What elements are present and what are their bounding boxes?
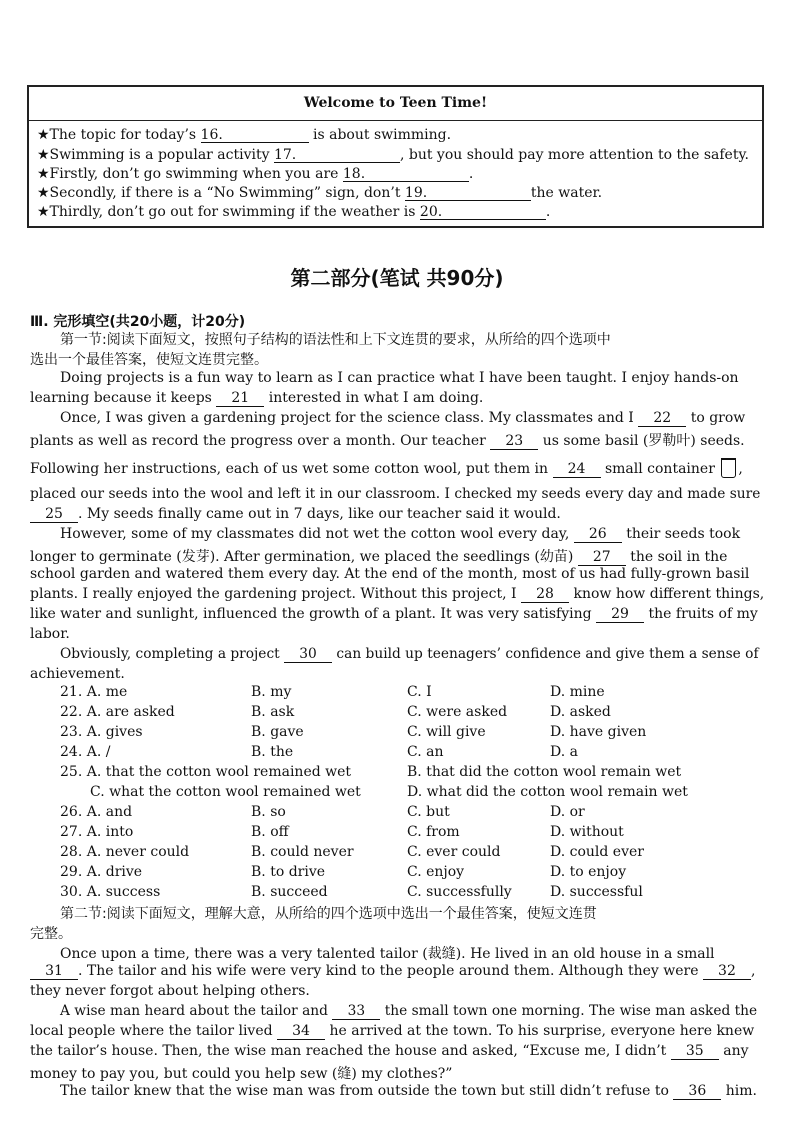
option-30c[interactable]: C. successfully	[407, 884, 512, 900]
blank-34[interactable]: 34	[277, 1023, 325, 1040]
blank-36[interactable]: 36	[673, 1083, 721, 1100]
option-27c[interactable]: C. from	[407, 824, 460, 840]
passage1-line: plants as well as record the progress over a month. Our teacher 23 us some basil (罗勒叶) seeds.	[30, 433, 745, 449]
option-23d[interactable]: D. have given	[550, 724, 647, 740]
option-26b[interactable]: B. so	[251, 804, 286, 820]
option-24a[interactable]: 24. A. /	[60, 744, 111, 760]
answer-blank-19[interactable]: 19.	[405, 185, 531, 201]
blank-33[interactable]: 33	[332, 1003, 380, 1020]
blank-30[interactable]: 30	[284, 646, 332, 663]
box-title: Welcome to Teen Time!	[29, 87, 762, 121]
blank-31[interactable]: 31	[30, 963, 78, 980]
passage1-line: Once, I was given a gardening project for the science class. My classmates and I 22 to grow	[60, 410, 746, 426]
option-26a[interactable]: 26. A. and	[60, 804, 133, 820]
passage1-line: learning because it keeps 21 interested in what I am doing.	[30, 390, 484, 406]
option-29d[interactable]: D. to enjoy	[550, 864, 627, 880]
sub2-instructions-cont: 完整。	[30, 926, 72, 942]
sub1-instructions: 第一节:阅读下面短文，按照句子结构的语法性和上下文连贯的要求，从所给的四个选项中	[60, 332, 611, 348]
answer-blank-20[interactable]: 20.	[420, 204, 546, 220]
answer-blank-18[interactable]: 18.	[343, 166, 469, 182]
option-25d[interactable]: D. what did the cotton wool remain wet	[407, 784, 688, 800]
teen-time-box	[27, 85, 764, 228]
option-25b[interactable]: B. that did the cotton wool remain wet	[407, 764, 682, 780]
option-28d[interactable]: D. could ever	[550, 844, 644, 860]
passage1-line: Obviously, completing a project 30 can build up teenagers’ confidence and give them a sense of	[60, 646, 759, 662]
blank-25[interactable]: 25	[30, 506, 78, 523]
passage1-line: longer to germinate (发芽). After germination, we placed the seedlings (幼苗) 27 the soil in the	[30, 549, 728, 565]
option-23b[interactable]: B. gave	[251, 724, 304, 740]
option-30b[interactable]: B. succeed	[251, 884, 328, 900]
passage1-line: placed our seeds into the wool and left it in our classroom. I checked my seeds every day and made sure	[30, 486, 761, 502]
option-28c[interactable]: C. ever could	[407, 844, 501, 860]
blank-21[interactable]: 21	[216, 390, 264, 407]
option-30a[interactable]: 30. A. success	[60, 884, 161, 900]
passage1-line: school garden and watered them every day. At the end of the month, most of us had fully-grown basil	[30, 566, 750, 582]
option-27b[interactable]: B. off	[251, 824, 289, 840]
blank-28[interactable]: 28	[521, 586, 569, 603]
blank-35[interactable]: 35	[671, 1043, 719, 1060]
option-28b[interactable]: B. could never	[251, 844, 354, 860]
option-27d[interactable]: D. without	[550, 824, 624, 840]
option-24b[interactable]: B. the	[251, 744, 294, 760]
answer-blank-16[interactable]: 16.	[201, 127, 309, 143]
option-29a[interactable]: 29. A. drive	[60, 864, 143, 880]
blank-22[interactable]: 22	[638, 410, 686, 427]
option-25a[interactable]: 25. A. that the cotton wool remained wet	[60, 764, 352, 780]
blank-line-20: ★Thirdly, don’t go out for swimming if the weather is 20. .	[37, 204, 551, 220]
option-23c[interactable]: C. will give	[407, 724, 486, 740]
option-24d[interactable]: D. a	[550, 744, 578, 760]
option-22a[interactable]: 22. A. are asked	[60, 704, 175, 720]
passage1-line: However, some of my classmates did not wet the cotton wool every day, 26 their seeds took	[60, 526, 741, 542]
passage1-line: like water and sunlight, influenced the growth of a plant. It was very satisfying 29 the fruits of my	[30, 606, 758, 622]
blank-line-16: ★The topic for today’s 16. is about swimming.	[37, 127, 452, 143]
passage2-line: Once upon a time, there was a very talented tailor (裁缝). He lived in an old house in a small	[60, 946, 715, 962]
blank-23[interactable]: 23	[490, 433, 538, 450]
option-28a[interactable]: 28. A. never could	[60, 844, 190, 860]
option-25c[interactable]: C. what the cotton wool remained wet	[90, 784, 361, 800]
option-24c[interactable]: C. an	[407, 744, 444, 760]
sub1-instructions-cont: 选出一个最佳答案，使短文连贯完整。	[30, 352, 268, 368]
part-title: 第二部分(笔试 共90分)	[290, 266, 504, 290]
option-21d[interactable]: D. mine	[550, 684, 605, 700]
passage2-line: money to pay you, but could you help sew (缝) my clothes?”	[30, 1066, 453, 1082]
blank-27[interactable]: 27	[578, 549, 626, 566]
blank-26[interactable]: 26	[574, 526, 622, 543]
passage1-line: 25 . My seeds finally came out in 7 days, like our teacher said it would.	[30, 506, 561, 523]
blank-line-18: ★Firstly, don’t go swimming when you are 18. .	[37, 166, 474, 182]
section-heading: Ⅲ. 完形填空(共20小题，计20分)	[30, 314, 246, 330]
blank-24[interactable]: 24	[553, 461, 601, 478]
blank-line-17: ★Swimming is a popular activity 17. , but you should pay more attention to the safety.	[37, 147, 749, 163]
passage1-line: achievement.	[30, 666, 125, 682]
blank-29[interactable]: 29	[596, 606, 644, 623]
option-22d[interactable]: D. asked	[550, 704, 611, 720]
passage2-line: A wise man heard about the tailor and 33 the small town one morning. The wise man asked the	[60, 1003, 758, 1019]
option-29c[interactable]: C. enjoy	[407, 864, 465, 880]
container-icon	[721, 458, 736, 478]
option-26d[interactable]: D. or	[550, 804, 585, 820]
option-23a[interactable]: 23. A. gives	[60, 724, 143, 740]
option-30d[interactable]: D. successful	[550, 884, 643, 900]
passage2-line: local people where the tailor lived 34 he arrived at the town. To his surprise, everyone here knew	[30, 1023, 755, 1039]
option-26c[interactable]: C. but	[407, 804, 450, 820]
passage2-line: the tailor’s house. Then, the wise man reached the house and asked, “Excuse me, I didn’t 35 any	[30, 1043, 749, 1059]
option-29b[interactable]: B. to drive	[251, 864, 326, 880]
passage1-line: Following her instructions, each of us wet some cotton wool, put them in 24 small container ,	[30, 458, 743, 478]
passage1-line: Doing projects is a fun way to learn as I can practice what I have been taught. I enjoy hands-on	[60, 370, 739, 386]
passage2-line: they never forgot about helping others.	[30, 983, 310, 999]
passage1-line: labor.	[30, 626, 70, 642]
answer-blank-17[interactable]: 17.	[274, 147, 400, 163]
option-21a[interactable]: 21. A. me	[60, 684, 128, 700]
passage2-line: 31 . The tailor and his wife were very kind to the people around them. Although they were 32 ,	[30, 963, 755, 980]
passage1-line: plants. I really enjoyed the gardening project. Without this project, I 28 know how different things,	[30, 586, 765, 602]
option-22c[interactable]: C. were asked	[407, 704, 508, 720]
option-21c[interactable]: C. I	[407, 684, 432, 700]
option-22b[interactable]: B. ask	[251, 704, 295, 720]
blank-32[interactable]: 32	[703, 963, 751, 980]
option-27a[interactable]: 27. A. into	[60, 824, 134, 840]
blank-line-19: ★Secondly, if there is a “No Swimming” sign, don’t 19. the water.	[37, 185, 603, 201]
passage2-line: The tailor knew that the wise man was from outside the town but still didn’t refuse to 36 him.	[60, 1083, 757, 1099]
option-21b[interactable]: B. my	[251, 684, 292, 700]
sub2-instructions: 第二节:阅读下面短文，理解大意，从所给的四个选项中选出一个最佳答案，使短文连贯	[60, 906, 597, 922]
